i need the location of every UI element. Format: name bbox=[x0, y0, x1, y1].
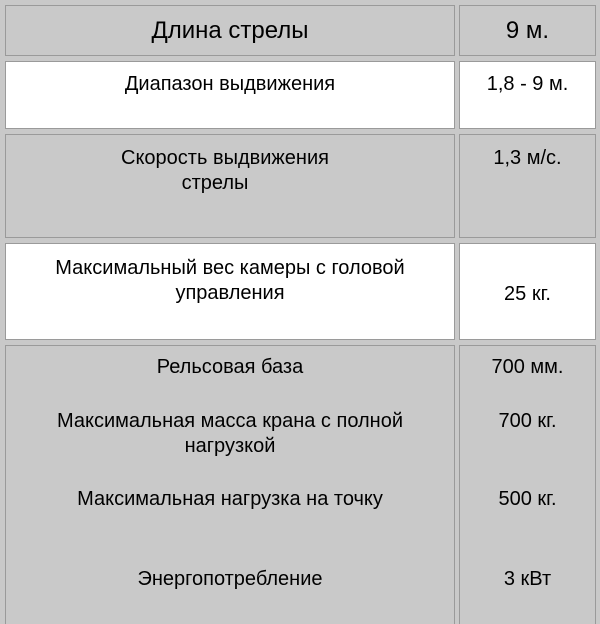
extension-speed-label-line2: стрелы bbox=[181, 172, 249, 194]
row-boom-length-label-cell bbox=[5, 5, 455, 56]
extension-range-label: Диапазон выдвижения bbox=[124, 73, 336, 95]
max-camera-weight-label-line2: управления bbox=[175, 282, 285, 304]
extension-range-value: 1,8 - 9 м. bbox=[486, 73, 569, 95]
boom-length-label: Длина стрелы bbox=[151, 17, 309, 44]
group-specs-label-cell bbox=[5, 345, 455, 624]
row-extension-range-value-cell bbox=[459, 61, 596, 129]
row-max-camera-weight-label-cell bbox=[5, 243, 455, 340]
extension-speed-value: 1,3 м/с. bbox=[493, 147, 562, 169]
max-camera-weight-label-line1: Максимальный вес камеры с головой bbox=[55, 257, 405, 279]
row-boom-length-value-cell bbox=[459, 5, 596, 56]
max-camera-weight-value: 25 кг. bbox=[504, 283, 551, 305]
max-crane-mass-label-line1: Максимальная масса крана с полной bbox=[56, 410, 404, 432]
extension-speed-label-line1: Скорость выдвижения bbox=[121, 147, 329, 169]
row-extension-speed-value-cell bbox=[459, 134, 596, 238]
max-point-load-value: 500 кг. bbox=[498, 488, 557, 510]
row-max-camera-weight-value-cell bbox=[459, 243, 596, 340]
row-extension-speed-label-cell bbox=[5, 134, 455, 238]
power-consumption-label: Энергопотребление bbox=[137, 568, 323, 590]
max-point-load-label: Максимальная нагрузка на точку bbox=[77, 488, 383, 510]
max-crane-mass-value: 700 кг. bbox=[498, 410, 557, 432]
rail-base-value: 700 мм. bbox=[491, 356, 564, 378]
rail-base-label: Рельсовая база bbox=[156, 356, 304, 378]
max-crane-mass-label-line2: нагрузкой bbox=[184, 435, 276, 457]
group-specs-value-cell bbox=[459, 345, 596, 624]
boom-length-value: 9 м. bbox=[505, 17, 550, 44]
row-extension-range-label-cell bbox=[5, 61, 455, 129]
power-consumption-value: 3 кВт bbox=[503, 568, 552, 590]
